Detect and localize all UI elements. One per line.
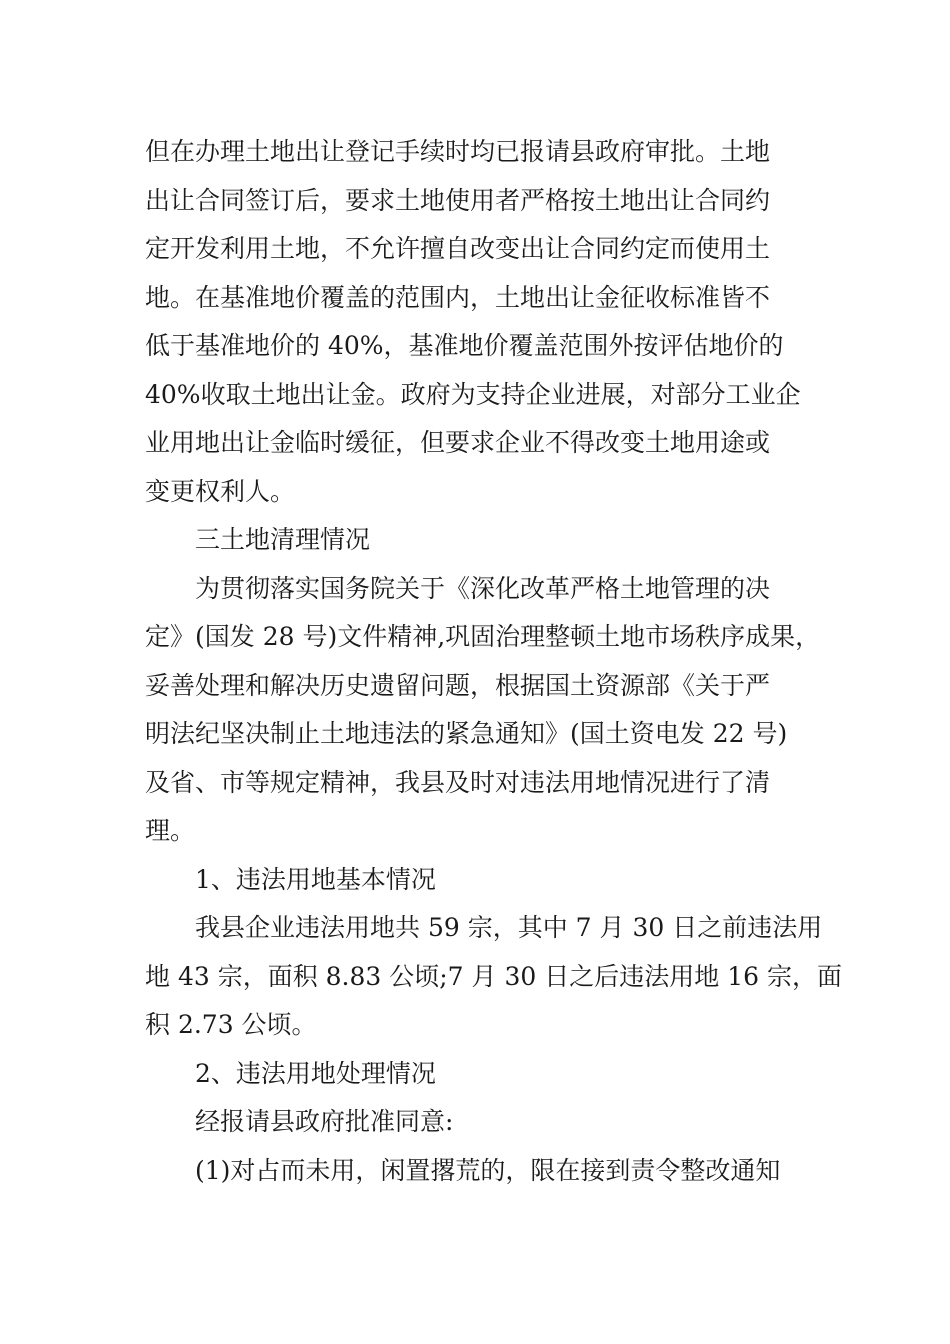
text-line: 经报请县政府批准同意:: [195, 1107, 454, 1136]
subsection-heading: 2、违法用地处理情况: [195, 1058, 436, 1088]
text-line: 地 43 宗，面积 8.83 公顷;7 月 30 日之后违法用地 16 宗，面: [145, 961, 842, 991]
text-line: 业用地出让金临时缓征，但要求企业不得改变土地用途或: [145, 428, 771, 457]
text-line: 理。: [145, 816, 196, 845]
subsection-heading: 1、违法用地基本情况: [195, 864, 436, 894]
text-line: (1)对占而未用，闲置撂荒的，限在接到责令整改通知: [195, 1155, 781, 1185]
text-line: 40%收取土地出让金。政府为支持企业进展，对部分工业企: [145, 379, 801, 409]
text-line: 定开发利用土地，不允许擅自改变出让合同约定而使用土: [145, 234, 771, 263]
text-line: 妥善处理和解决历史遗留问题，根据国土资源部《关于严: [145, 670, 771, 700]
text-line: 变更权利人。: [145, 476, 296, 506]
text-line: 但在办理土地出让登记手续时均已报请县政府审批。土地: [145, 137, 771, 166]
text-line: 明法纪坚决制止土地违法的紧急通知》(国土资电发 22 号): [145, 719, 788, 748]
text-line: 低于基准地价的 40%，基准地价覆盖范围外按评估地价的: [145, 331, 784, 360]
document-body: [145, 128, 842, 1195]
text-line: 为贯彻落实国务院关于《深化改革严格土地管理的决: [195, 573, 771, 603]
text-line: 定》(国发 28 号)文件精神,巩固治理整顿土地市场秩序成果，: [145, 622, 821, 651]
text-line: 及省、市等规定精神，我县及时对违法用地情况进行了清: [145, 767, 771, 797]
text-line: 地。在基准地价覆盖的范围内，土地出让金征收标准皆不: [145, 282, 771, 312]
section-heading: 三土地清理情况: [195, 525, 371, 554]
text-line: 我县企业违法用地共 59 宗，其中 7 月 30 日之前违法用: [195, 913, 823, 942]
text-line: 积 2.73 公顷。: [145, 1010, 317, 1039]
text-line: 出让合同签订后，要求土地使用者严格按土地出让合同约: [145, 185, 771, 215]
